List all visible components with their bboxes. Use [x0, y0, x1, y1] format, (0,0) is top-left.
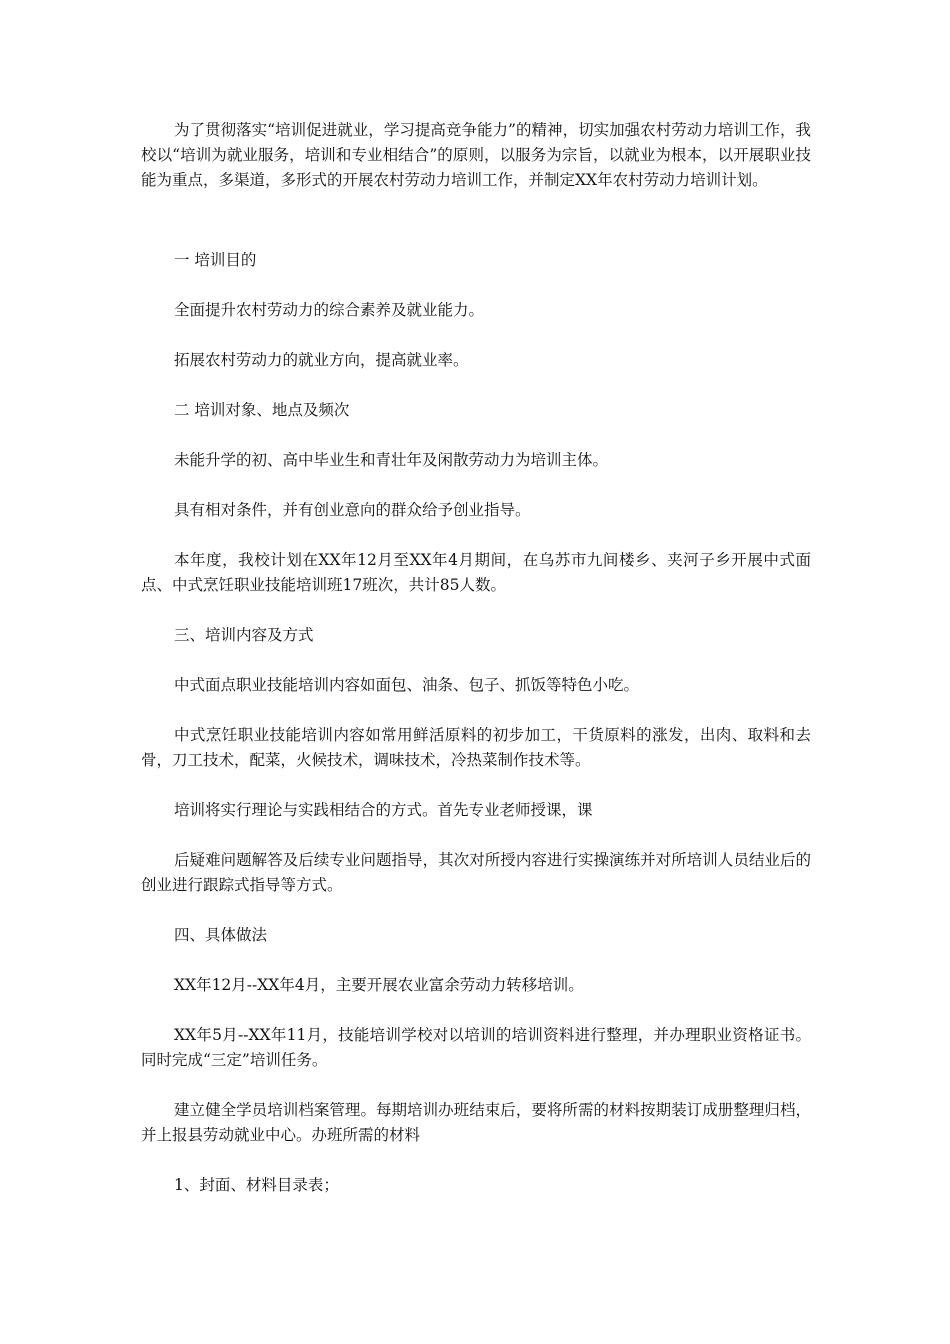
paragraph-procedure-1: XX年12月--XX年4月，主要开展农业富余劳动力转移培训。	[174, 976, 584, 994]
paragraph-procedure-3: 建立健全学员培训档案管理。每期培训办班结束后，要将所需的材料按期装订成册整理归档，并上报县劳动就业中心。办班所需的材料	[141, 1101, 811, 1144]
paragraph-goal-2: 拓展农村劳动力的就业方向，提高就业率。	[174, 351, 469, 369]
heading-training-content: 三、培训内容及方式	[174, 626, 314, 644]
paragraph-target-1: 未能升学的初、高中毕业生和青壮年及闲散劳动力为培训主体。	[174, 451, 609, 469]
paragraph-intro: 为了贯彻落实“培训促进就业，学习提高竞争能力”的精神，切实加强农村劳动力培训工作，我校以“培训为就业服务，培训和专业相结合”的原则，以服务为宗旨，以就业为根本，以开展职业技能为重点，多渠道，多形式的开展农村劳动力培训工作，并制定XX年农村劳动力培训计划。	[141, 121, 811, 189]
paragraph-goal-1: 全面提升农村劳动力的综合素养及就业能力。	[174, 301, 485, 319]
paragraph-target-2: 具有相对条件，并有创业意向的群众给予创业指导。	[174, 501, 531, 519]
list-item-cover: 1、封面、材料目录表；	[174, 1176, 339, 1194]
paragraph-content-4: 后疑难问题解答及后续专业问题指导，其次对所授内容进行实操演练并对所培训人员结业后的创业进行跟踪式指导等方式。	[141, 851, 811, 894]
paragraph-content-1: 中式面点职业技能培训内容如面包、油条、包子、抓饭等特色小吃。	[174, 676, 640, 694]
paragraph-content-3: 培训将实行理论与实践相结合的方式。首先专业老师授课，课	[174, 801, 593, 819]
paragraph-procedure-2: XX年5月--XX年11月，技能培训学校对以培训的培训资料进行整理，并办理职业资格证书。同时完成“三定”培训任务。	[141, 1026, 811, 1069]
heading-training-goal: 一 培训目的	[174, 251, 257, 269]
paragraph-content-2: 中式烹饪职业技能培训内容如常用鲜活原料的初步加工，干货原料的涨发，出肉、取料和去骨，刀工技术，配菜，火候技术，调味技术，冷热菜制作技术等。	[141, 726, 811, 769]
paragraph-target-3: 本年度，我校计划在XX年12月至XX年4月期间，在乌苏市九间楼乡、夹河子乡开展中式面点、中式烹饪职业技能培训班17班次，共计85人数。	[141, 551, 811, 594]
heading-procedure: 四、具体做法	[174, 926, 268, 944]
heading-training-target: 二 培训对象、地点及频次	[174, 401, 350, 419]
